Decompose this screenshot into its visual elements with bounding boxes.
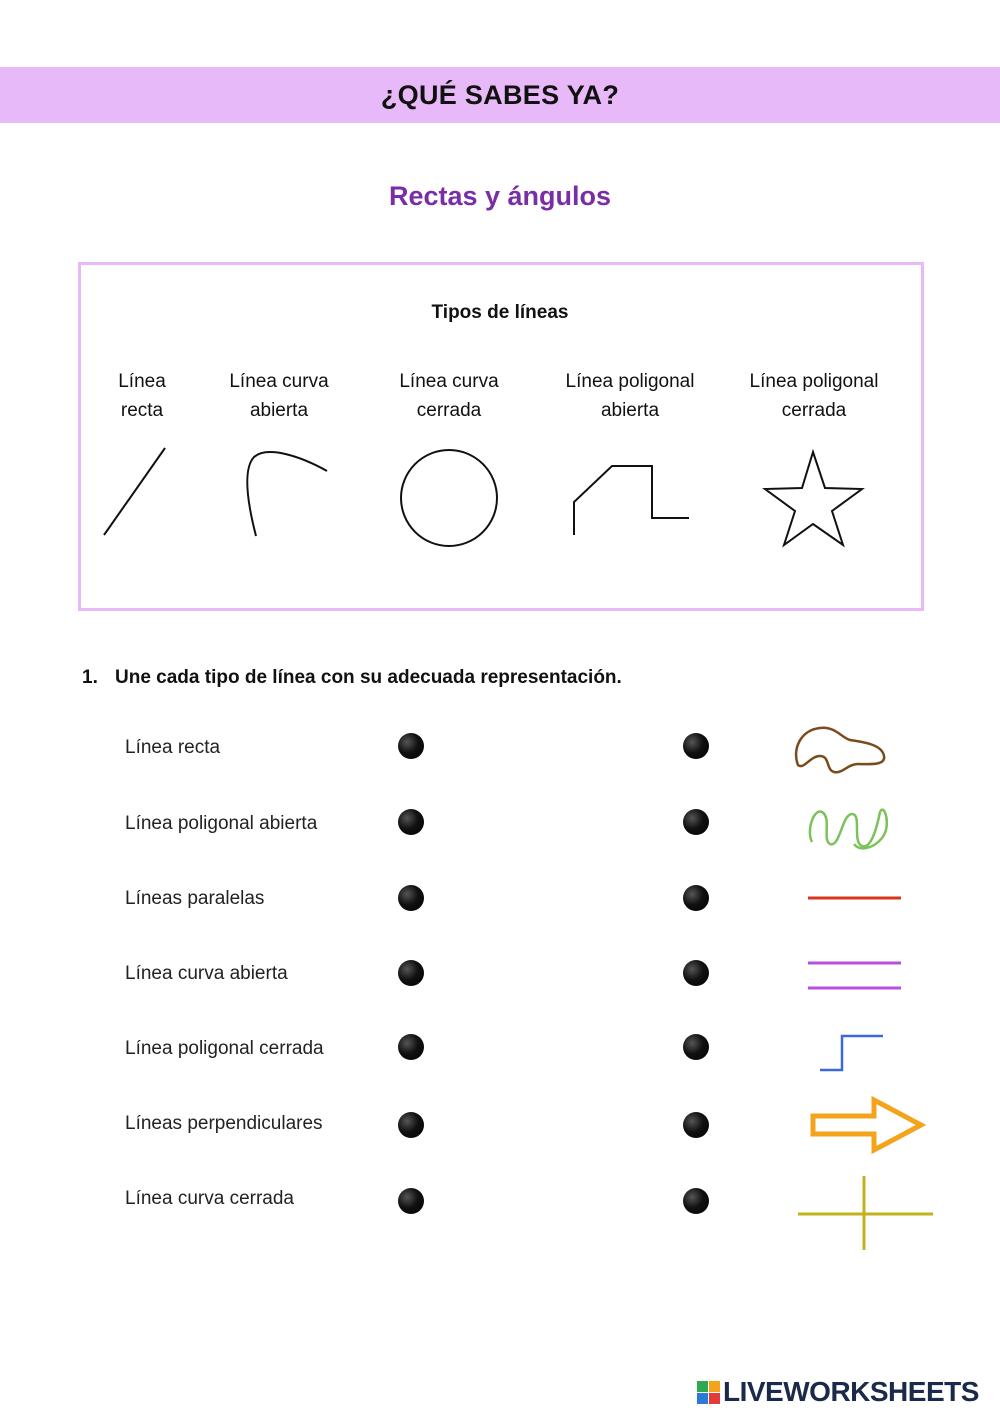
type-label-line1: Línea poligonal xyxy=(565,371,695,392)
type-label-line1: Línea curva xyxy=(229,371,329,392)
olive-perpendicular-lines-icon xyxy=(795,1174,937,1252)
left-match-dot[interactable] xyxy=(398,1034,424,1060)
match-item-label: Líneas paralelas xyxy=(125,888,265,909)
right-match-dot[interactable] xyxy=(683,885,709,911)
match-item-label: Línea poligonal abierta xyxy=(125,813,318,834)
type-label-line2: cerrada xyxy=(781,400,847,421)
type-label-line1: Línea xyxy=(118,371,166,392)
straight-line-icon xyxy=(95,440,175,545)
type-label-closed-polygonal xyxy=(729,367,899,425)
left-match-dot[interactable] xyxy=(398,809,424,835)
line-types-heading: Tipos de líneas xyxy=(431,302,569,323)
orange-arrow-polygon-icon xyxy=(808,1094,928,1156)
right-match-dot[interactable] xyxy=(683,809,709,835)
type-label-line2: recta xyxy=(120,400,164,421)
match-item-label: Líneas perpendiculares xyxy=(125,1113,323,1134)
type-label-open-polygonal xyxy=(545,367,715,425)
blue-polygonal-line-icon xyxy=(815,1028,890,1076)
match-item-label: Línea curva cerrada xyxy=(125,1188,294,1209)
type-label-closed-curve xyxy=(364,367,534,425)
exercise-number: 1. xyxy=(82,667,98,688)
match-item-label: Línea recta xyxy=(125,737,221,758)
right-match-dot[interactable] xyxy=(683,1188,709,1214)
brown-closed-curve-icon xyxy=(790,720,890,780)
closed-curve-icon xyxy=(395,448,503,550)
match-item-label: Línea curva abierta xyxy=(125,963,288,984)
match-item-label: Línea poligonal cerrada xyxy=(125,1038,324,1059)
right-match-dot[interactable] xyxy=(683,733,709,759)
liveworksheets-logo xyxy=(697,1376,979,1408)
closed-polygonal-star-icon xyxy=(760,448,868,550)
green-wavy-curve-icon xyxy=(800,800,895,860)
left-match-dot[interactable] xyxy=(398,960,424,986)
liveworksheets-brand: LIVEWORKSHEETS xyxy=(723,1376,979,1407)
type-label-line1: Línea curva xyxy=(399,371,499,392)
type-label-open-curve xyxy=(194,367,364,425)
left-match-dot[interactable] xyxy=(398,733,424,759)
open-curve-icon xyxy=(240,445,335,545)
left-match-dot[interactable] xyxy=(398,885,424,911)
section-subtitle: Rectas y ángulos xyxy=(388,181,612,211)
red-straight-line-icon xyxy=(805,888,905,908)
exercise-instruction xyxy=(82,667,622,689)
type-label-line2: cerrada xyxy=(416,400,482,421)
left-match-dot[interactable] xyxy=(398,1188,424,1214)
right-match-dot[interactable] xyxy=(683,1034,709,1060)
purple-parallel-lines-icon xyxy=(805,955,905,995)
open-polygonal-icon xyxy=(566,458,694,540)
type-label-line2: abierta xyxy=(600,400,660,421)
right-match-dot[interactable] xyxy=(683,1112,709,1138)
liveworksheets-logo-icon xyxy=(697,1381,720,1404)
exercise-text: Une cada tipo de línea con su adecuada representación. xyxy=(115,667,622,688)
title-banner xyxy=(0,67,1000,123)
page-title: ¿QUÉ SABES YA? xyxy=(380,79,620,110)
type-label-line2: abierta xyxy=(249,400,309,421)
type-label-line1: Línea poligonal xyxy=(749,371,879,392)
left-match-dot[interactable] xyxy=(398,1112,424,1138)
right-match-dot[interactable] xyxy=(683,960,709,986)
